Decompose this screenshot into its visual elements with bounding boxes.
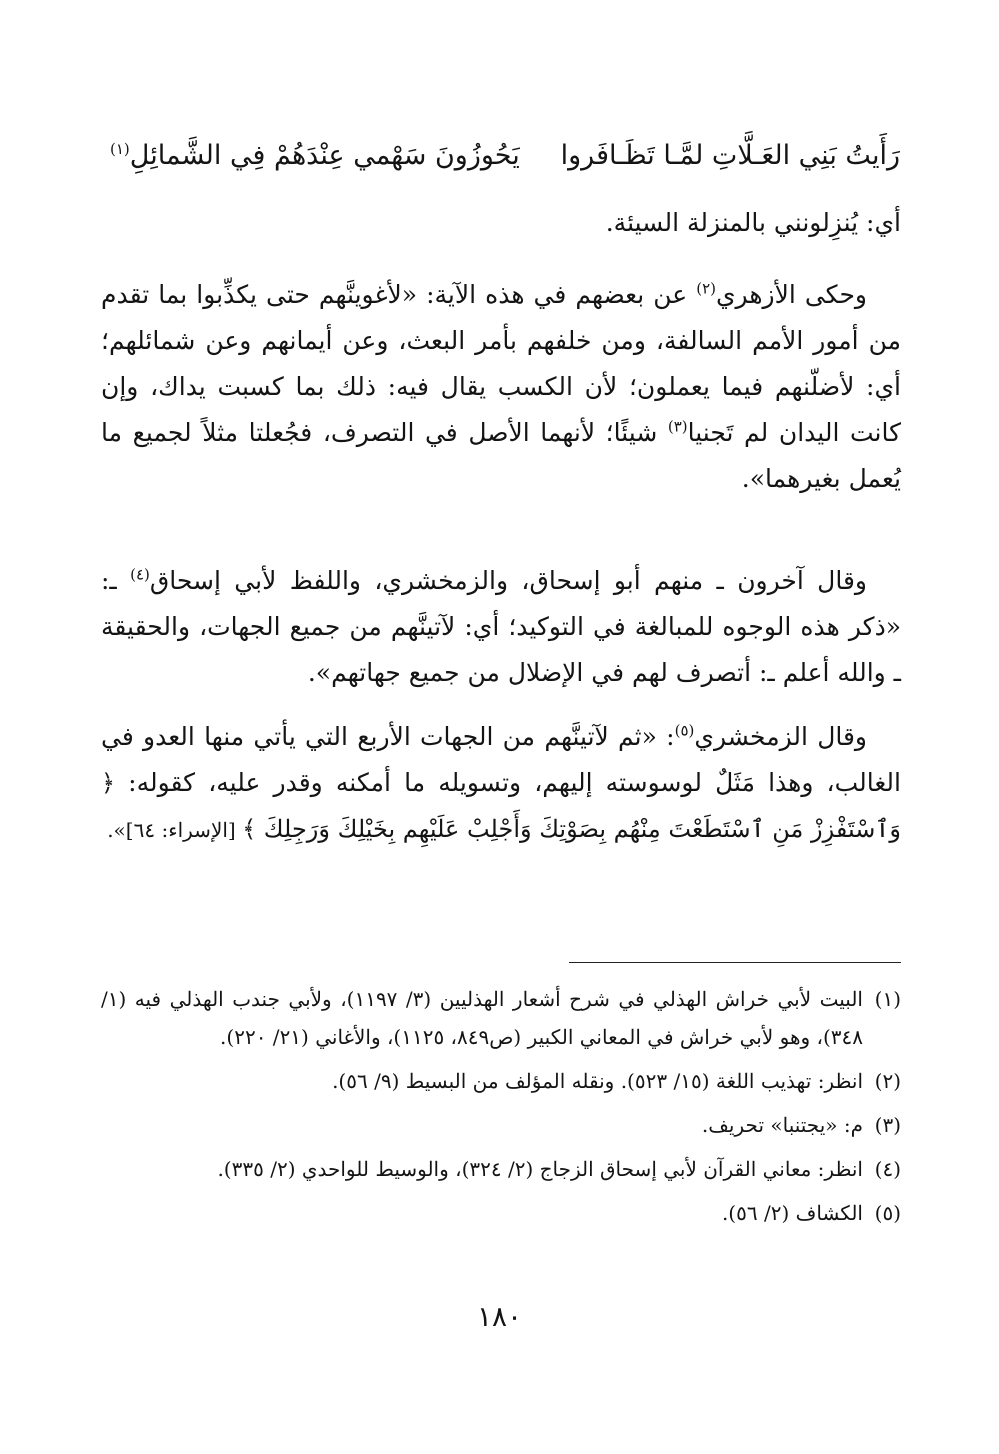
- footnote-number: (١): [874, 987, 901, 1011]
- poetry-verse: [110, 130, 900, 182]
- footnote-marker-4: (٤): [130, 565, 150, 584]
- footnote-text: م: «يجتنبا» تحريف.: [701, 1113, 863, 1137]
- footnote-item: [101, 1106, 901, 1144]
- footnotes: [101, 980, 901, 1238]
- paragraph-azhari-text: [101, 272, 901, 502]
- paragraph-azhari-lead: وحكى الأزهري: [715, 280, 867, 309]
- paragraph-others-text: [101, 558, 901, 696]
- footnote-item: [101, 1062, 901, 1100]
- paragraph-azhari: [101, 272, 901, 502]
- footnote-marker-3: (٣): [667, 417, 688, 436]
- footnote-separator: [569, 962, 901, 963]
- quran-reference: [الإسراء: ٦٤]».: [107, 818, 243, 842]
- footnote-text: انظر: معاني القرآن لأبي إسحاق الزجاج (٢/ ٣٢٤)، والوسيط للواحدي (٢/ ٣٣٥).: [217, 1157, 863, 1181]
- verse-explanation: أي: يُنزِلونني بالمنزلة السيئة.: [605, 208, 901, 237]
- footnote-item: [101, 1194, 901, 1232]
- footnote-item: [101, 1150, 901, 1188]
- footnote-marker-5: (٥): [674, 721, 695, 740]
- paragraph-others-body-b: ـ: «ذكر هذه الوجوه للمبالغة في التوكيد؛ أي: لآتينَّهم من جميع الجهات، والحقيقة ـ والله أعلم ـ: أتصرف لهم في الإضلال من جميع جهاتهم».: [101, 566, 901, 687]
- footnote-number: (٥): [874, 1201, 901, 1225]
- footnote-number: (٤): [874, 1157, 901, 1181]
- paragraph-others: [101, 558, 901, 696]
- verse-first-hemistich: رَأَيتُ بَنِي العَـلَّاتِ لمَّـا تَظَـافَروا: [560, 140, 900, 171]
- verse-second-hemistich: [110, 130, 520, 182]
- footnote-text: الكشاف (٢/ ٥٦).: [721, 1201, 863, 1225]
- paragraph-zamakhshari: [101, 714, 901, 853]
- verse-second-hemistich-text: يَحُوزُونَ سَهْمي عِنْدَهُمْ فِي الشَّمائِلِ: [129, 140, 520, 171]
- paragraph-azhari-body-b: شيئًا؛ لأنهما الأصل في التصرف، فجُعلتا مثلاً لجميع ما يُعمل بغيرهما».: [101, 418, 901, 493]
- page-number: ١٨٠: [476, 1300, 523, 1333]
- footnote-text: انظر: تهذيب اللغة (١٥/ ٥٢٣). ونقله المؤلف من البسيط (٩/ ٥٦).: [332, 1069, 863, 1093]
- paragraph-zamakhshari-lead: وقال الزمخشري: [694, 722, 867, 751]
- footnote-item: [101, 980, 901, 1056]
- paragraph-azhari-body-a: عن بعضهم في هذه الآية: «لأغوينَّهم حتى يكذِّبوا بما تقدم من أمور الأمم السالفة، ومن خلفهم بأمر البعث، وعن أيمانهم وعن شمائلهم؛ أي: لأضلّنهم فيما يعملون؛ لأن الكسب يقال فيه: ذلك بما كسبت يداك، وإن كانت اليدان لم تَجنيا: [101, 280, 901, 447]
- footnote-marker-1: (١): [110, 140, 130, 158]
- footnote-number: (٣): [874, 1113, 901, 1137]
- paragraph-zamakhshari-body: : «ثم لآتينَّهم من الجهات الأربع التي يأتي منها العدو في الغالب، وهذا مَثَلٌ لوسوسته إليهم، وتسويله ما أمكنه وقدر عليه، كقوله:: [101, 722, 901, 797]
- paragraph-zamakhshari-text: [101, 714, 901, 853]
- footnote-number: (٢): [874, 1069, 901, 1093]
- quran-verse: ﴿ وَٱسْتَفْزِزْ مَنِ ٱسْتَطَعْتَ مِنْهُم بِصَوْتِكَ وَأَجْلِبْ عَلَيْهِم بِخَيْلِكَ وَرَجِلِكَ ﴾: [101, 769, 901, 843]
- footnote-marker-2: (٢): [696, 279, 716, 298]
- paragraph-others-body-a: وقال آخرون ـ منهم أبو إسحاق، والزمخشري، واللفظ لأبي إسحاق: [149, 566, 867, 595]
- footnote-text: البيت لأبي خراش الهذلي في شرح أشعار الهذليين (٣/ ١١٩٧)، ولأبي جندب الهذلي فيه (١/ ٣٤٨)، وهو لأبي خراش في المعاني الكبير (ص٨٤٩، ١١٢٥)، والأغاني (٢١/ ٢٢٠).: [101, 987, 863, 1049]
